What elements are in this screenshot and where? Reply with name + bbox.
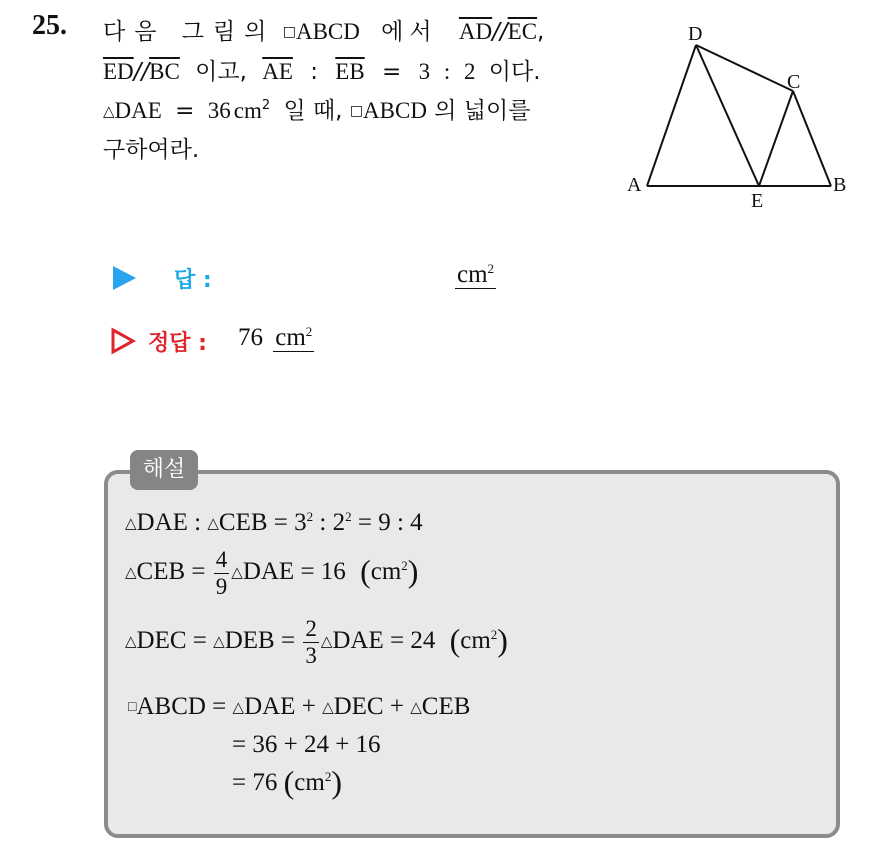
explanation-line-6: = 76 $(cm^2)$ <box>232 764 342 800</box>
triangle-symbol: △ <box>103 102 115 120</box>
label-c: C <box>787 71 801 93</box>
expr: ABCD = <box>136 693 233 720</box>
exponent: 2 <box>487 261 495 276</box>
expr: = 9 : 4 <box>351 509 423 536</box>
triangle-symbol: △ <box>410 700 422 716</box>
correct-value: 76 <box>238 324 263 351</box>
correct-label: 정답 : <box>148 331 207 356</box>
expr: CEB = <box>136 558 212 586</box>
parallel-symbol: // <box>133 59 150 85</box>
exponent: 2 <box>401 558 408 574</box>
unit: cm <box>370 558 402 586</box>
expr: DEC + <box>333 693 411 720</box>
exponent: 2 <box>305 324 313 339</box>
triangle-symbol: △ <box>125 634 137 651</box>
unit: cm <box>294 769 325 796</box>
parallel-symbol: // <box>492 19 508 45</box>
expr: DEB = <box>224 627 302 655</box>
triangle-symbol: △ <box>207 516 219 532</box>
explanation-title: 해설 <box>130 450 198 490</box>
unit: cm <box>460 627 491 655</box>
question-line-2 <box>103 53 541 86</box>
segment-ed: $\overline{ED}$ <box>103 59 134 84</box>
comma: , <box>537 19 545 45</box>
square-symbol: □ <box>282 24 296 40</box>
exponent: 2 <box>306 509 314 524</box>
question-text: 다음 그림의 <box>103 19 276 45</box>
answer-unit[interactable] <box>455 261 496 289</box>
segment-ec: $\overline{EC}$ <box>507 19 538 44</box>
label-e: E <box>751 190 764 212</box>
question-text: 이고, <box>195 59 247 85</box>
correct-answer <box>238 324 314 352</box>
segment-ad-line <box>647 45 696 186</box>
equals: = <box>381 59 402 85</box>
play-triangle-icon <box>111 265 137 291</box>
question-text: 이다. <box>488 59 541 85</box>
explanation-line-4 <box>128 693 470 721</box>
question-line-4: 구하여라. <box>103 137 200 163</box>
expr: CEB = 3 <box>218 509 307 536</box>
triangle-name: DAE <box>114 98 162 123</box>
denominator: 3 <box>305 643 317 668</box>
numerator: 2 <box>305 616 317 641</box>
fraction <box>214 547 230 600</box>
quad-name: ABCD <box>295 19 360 44</box>
geometry-figure <box>620 18 860 218</box>
label-b: B <box>833 174 847 196</box>
explanation-line-2: △CEB = $\frac{4}{9}$ △DAE = 16 $(cm^2)$ <box>125 547 419 599</box>
triangle-symbol: △ <box>231 565 243 582</box>
exponent: 2 <box>261 98 271 113</box>
expr: = 76 <box>232 769 278 796</box>
exponent: 2 <box>345 509 352 524</box>
answer-label: 답 : <box>174 268 212 293</box>
explanation-line-1 <box>125 509 423 537</box>
triangle-symbol: △ <box>232 700 245 716</box>
triangle-symbol: △ <box>213 634 225 651</box>
segment-bc: $\overline{BC}$ <box>149 59 180 84</box>
segment-cb-line <box>793 91 831 186</box>
segment-ae: $\overline{AE}$ <box>262 59 293 84</box>
expr: DAE : <box>136 509 208 536</box>
denominator: 9 <box>215 574 228 599</box>
question-text: 에서 <box>381 19 438 45</box>
expr: DAE = 16 <box>242 558 346 586</box>
triangle-symbol: △ <box>320 634 333 651</box>
unit: cm <box>233 98 262 123</box>
exponent: 2 <box>324 769 332 784</box>
segment-eb: $\overline{EB}$ <box>335 59 365 84</box>
question-number: 25. <box>32 10 67 41</box>
exponent: 2 <box>490 627 498 643</box>
equals: = <box>175 98 195 124</box>
colon: : <box>310 59 318 85</box>
ratio-value: 3 : 2 <box>418 59 476 84</box>
question-line-3 <box>103 92 530 125</box>
quad-name: ABCD <box>363 98 427 123</box>
segment-dc-line <box>696 45 793 91</box>
expr: DAE = 24 <box>332 627 436 655</box>
unit: cm <box>457 261 488 288</box>
expr: : 2 <box>313 509 346 536</box>
label-d: D <box>688 23 703 45</box>
outline-triangle-icon <box>110 327 136 355</box>
triangle-symbol: △ <box>322 700 334 716</box>
segment-ec-line <box>759 91 793 186</box>
fraction <box>303 616 319 669</box>
square-symbol: □ <box>128 700 137 715</box>
expr: DEC = <box>136 627 214 655</box>
explanation-line-5: = 36 + 24 + 16 <box>232 731 381 758</box>
question-line-1 <box>103 13 544 46</box>
segment-ad: $\overline{AD}$ <box>458 19 493 44</box>
area-value: 36 <box>207 98 231 123</box>
numerator: 4 <box>215 547 228 572</box>
unit: cm <box>275 324 306 351</box>
question-text: 일 때, <box>283 98 343 124</box>
triangle-symbol: △ <box>125 516 137 532</box>
expr: CEB <box>421 693 471 720</box>
expr: DAE + <box>244 693 323 720</box>
triangle-symbol: △ <box>125 565 137 582</box>
segment-de-line <box>696 45 759 186</box>
label-a: A <box>627 174 642 196</box>
square-symbol: □ <box>349 103 364 119</box>
explanation-line-3: △DEC = △DEB = $\frac{2}{3}$ △DAE = 24 $(cm^2)$ <box>125 616 508 668</box>
question-text: 의 넓이를 <box>434 98 531 124</box>
